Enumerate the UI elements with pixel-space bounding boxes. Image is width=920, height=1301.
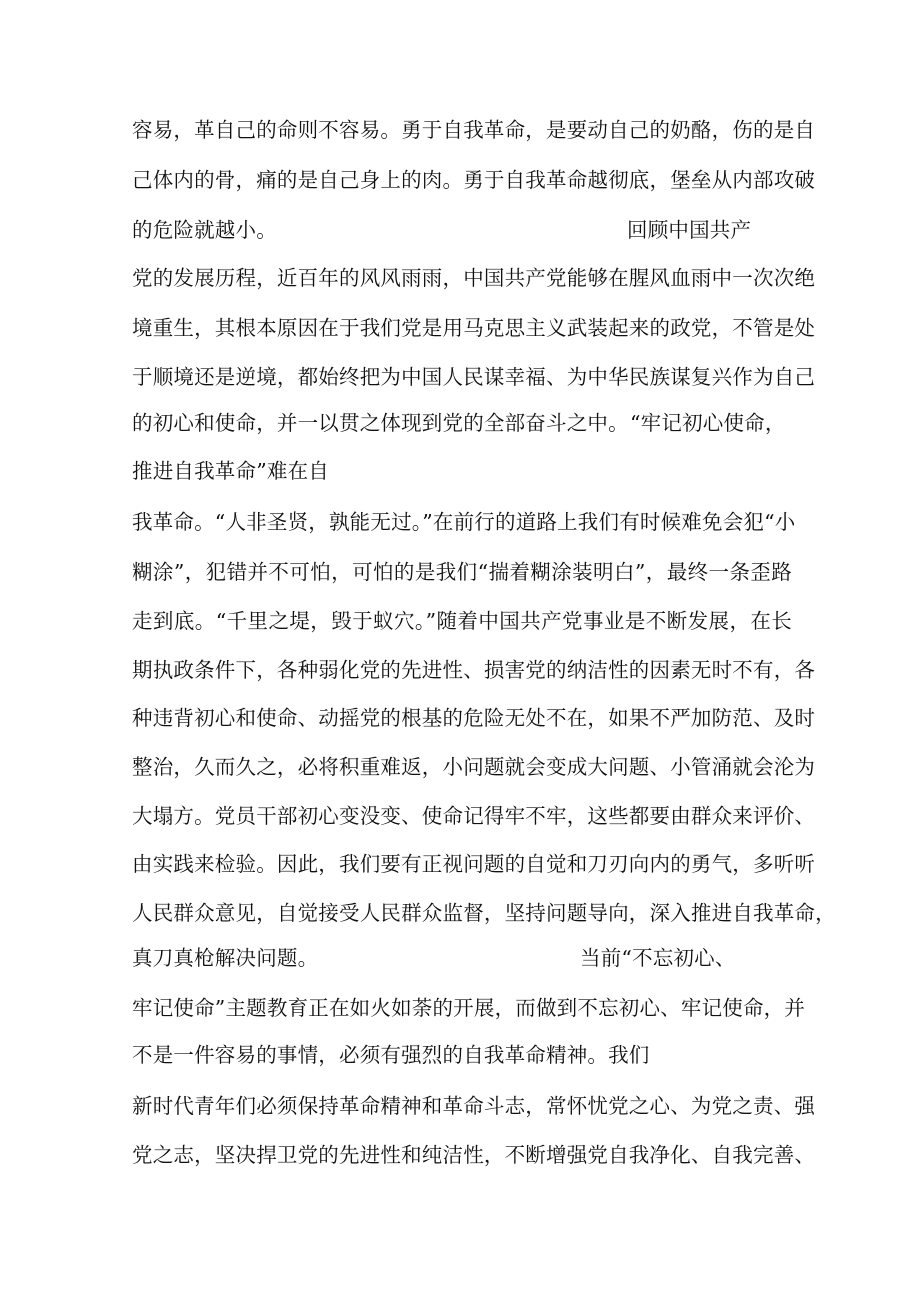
text-line-12: 期执政条件下，各种弱化党的先进性、损害党的纳洁性的因素无时不有，各 xyxy=(132,658,816,682)
text-line-5: 境重生，其根本原因在于我们党是用马克思主义武装起来的政党，不管是处 xyxy=(132,316,816,340)
text-line-13: 种违背初心和使命、动摇党的根基的危险无处不在，如果不严加防范、及时 xyxy=(132,706,816,730)
text-line-1: 容易，革自己的命则不容易。勇于自我革命，是要动自己的奶酪，伤的是自 xyxy=(132,118,816,142)
text-line-7-start: 的初心和使命，并一以贯之体现到党的全部奋斗之中。 xyxy=(132,411,629,435)
text-line-22: 党之志，坚决捍卫党的先进性和纯洁性，不断增强党自我净化、自我完善、 xyxy=(132,1143,816,1167)
text-line-10: 糊涂”，犯错并不可怕，可怕的是我们“揣着糊涂装明白”，最终一条歪路 xyxy=(132,560,792,584)
text-line-18 xyxy=(132,940,792,976)
text-line-9: 我革命。“人非圣贤，孰能无过。”在前行的道路上我们有时候难免会犯“小 xyxy=(132,510,796,534)
text-line-7 xyxy=(132,405,792,441)
text-line-20: 不是一件容易的事情，必须有强烈的自我革命精神。我们 xyxy=(132,1043,650,1067)
text-line-14: 整治，久而久之，必将积重难返，小问题就会变成大问题、小管涌就会沦为 xyxy=(132,755,816,779)
text-line-18-start: 真刀真枪解决问题。 xyxy=(132,946,319,970)
text-line-2: 己体内的骨，痛的是自己身上的肉。勇于自我革命越彻底，堡垒从内部攻破 xyxy=(132,168,816,192)
text-line-8: 推进自我革命”难在自 xyxy=(132,459,329,483)
text-line-18-end: 当前“不忘初心、 xyxy=(580,946,736,970)
text-line-16: 由实践来检验。因此，我们要有正视问题的自觉和刀刃向内的勇气，多听听 xyxy=(132,852,816,876)
text-line-7-end: “牢记初心使命， xyxy=(630,411,786,435)
text-line-17: 人民群众意见，自觉接受人民群众监督，坚持问题导向，深入推进自我革命， xyxy=(132,901,836,925)
text-line-15: 大塌方。党员干部初心变没变、使命记得牢不牢，这些都要由群众来评价、 xyxy=(132,804,816,828)
text-line-11: 走到底。“千里之堤，毁于蚁穴。”随着中国共产党事业是不断发展，在长 xyxy=(132,609,792,633)
text-line-3-end: 回顾中国共产 xyxy=(627,218,752,242)
text-line-3-start: 的危险就越小。 xyxy=(132,218,277,242)
text-line-6: 于顺境还是逆境，都始终把为中国人民谋幸福、为中华民族谋复兴作为自己 xyxy=(132,365,816,389)
text-line-3 xyxy=(132,212,792,248)
text-line-21: 新时代青年们必须保持革命精神和革命斗志，常怀忧党之心、为党之责、强 xyxy=(132,1094,816,1118)
text-line-4: 党的发展历程，近百年的风风雨雨，中国共产党能够在腥风血雨中一次次绝 xyxy=(132,266,816,290)
text-line-19: 牢记使命”主题教育正在如火如荼的开展，而做到不忘初心、牢记使命，并 xyxy=(132,996,806,1020)
